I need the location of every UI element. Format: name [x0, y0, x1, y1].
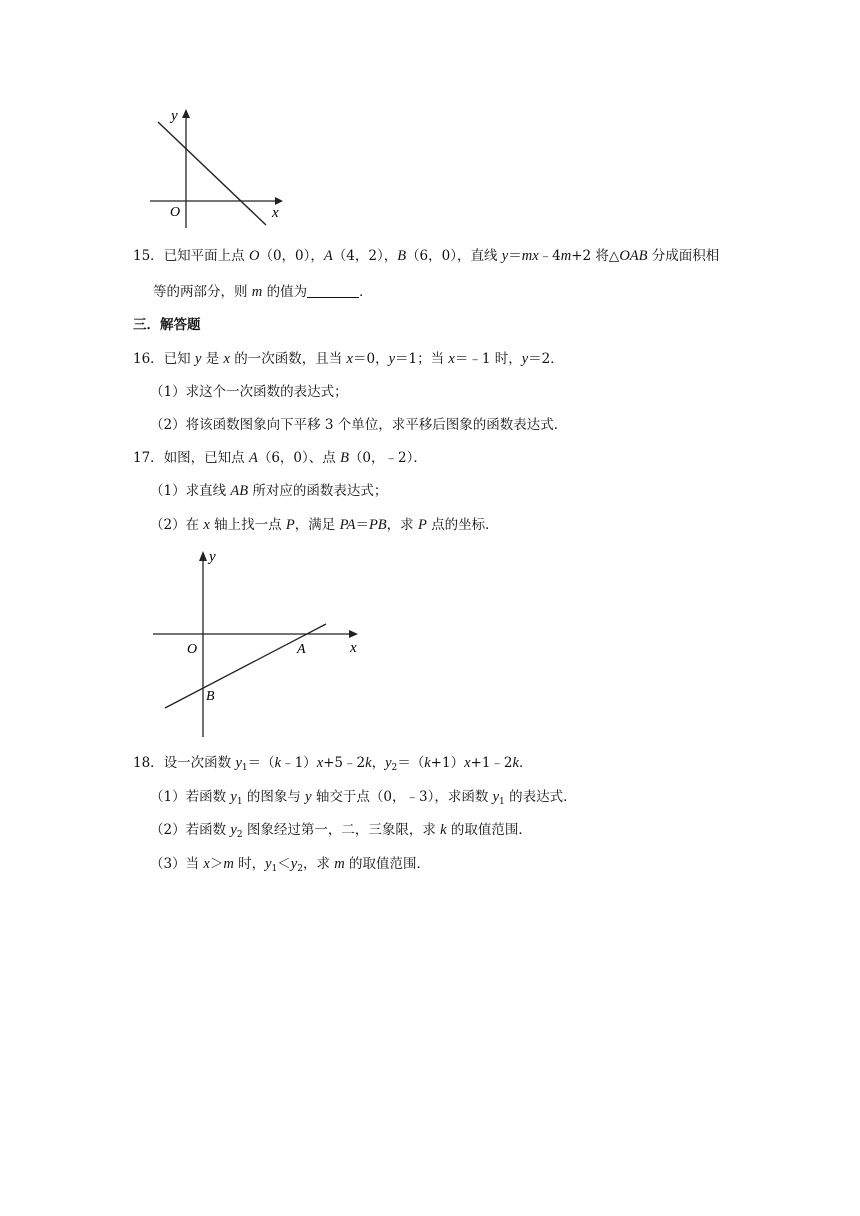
q15-line1: 15．已知平面上点 O（0，0），A（4，2），B（6，0），直线 y＝mx﹣4m+2 将△OAB 分成面积相	[133, 248, 720, 264]
q18-stem: 18．设一次函数 $y_1=(k﹣1)x+5﹣2k$，$y_2=(k+1)x+1﹣2k$．	[133, 755, 533, 773]
q16-part1: （1）求这个一次函数的表达式；	[150, 384, 348, 400]
figure-q14-graph	[140, 100, 300, 235]
x-axis-label: x	[350, 640, 357, 656]
y-axis-arrow	[199, 551, 207, 561]
q16-stem: 16．已知 y 是 x 的一次函数，且当 x＝0，y＝1；当 x＝﹣1 时，y＝2．	[133, 351, 564, 367]
x-axis-label: x	[272, 205, 279, 221]
origin-label: O	[170, 205, 181, 220]
y-axis-label: y	[209, 549, 216, 565]
q18-part2: （2）若函数 $y_2$ 图象经过第一，二，三象限，求 k 的取值范围．	[150, 822, 532, 840]
x-axis-arrow	[275, 197, 283, 205]
y-axis-arrow	[182, 109, 190, 118]
section-title: 三．解答题	[133, 317, 201, 333]
origin-label: O	[187, 642, 198, 657]
x-axis-arrow	[349, 630, 358, 638]
q17-part2: （2）在 x 轴上找一点 P，满足 PA＝PB，求 P 点的坐标．	[150, 517, 499, 533]
point-a-label: A	[297, 642, 306, 657]
y-axis-label: y	[171, 108, 178, 124]
q17-stem: 17．如图，已知点 A（6，0）、点 B（0，﹣2）．	[133, 450, 427, 466]
q15-line2: 等的两部分，则 m 的值为 ．	[153, 284, 373, 300]
line-ab	[165, 624, 326, 708]
q18-part1: （1）若函数 $y_1$ 的图象与 y 轴交于点（0，﹣3），求函数 $y_1$ 的表达式．	[150, 789, 577, 807]
q16-part2: （2）将该函数图象向下平移 3 个单位，求平移后图象的函数表达式．	[150, 417, 568, 433]
q18-part3: （3）当 x＞m 时，$y_1<y_2$，求 m 的取值范围．	[150, 856, 431, 874]
q17-part1: （1）求直线 AB 所对应的函数表达式；	[150, 483, 388, 499]
point-b-label: B	[206, 689, 215, 704]
figure-q17-graph	[145, 545, 370, 745]
answer-blank[interactable]	[307, 283, 359, 298]
